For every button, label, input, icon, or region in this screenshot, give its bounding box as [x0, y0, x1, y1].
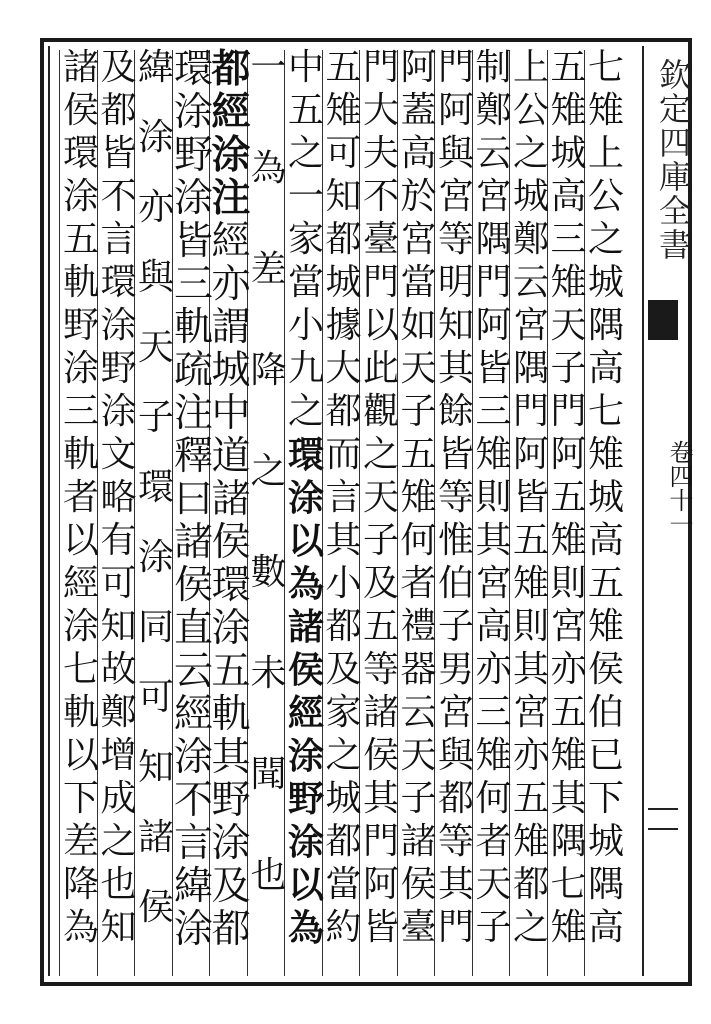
column-rule [59, 50, 60, 976]
text-column: 環 涂 野 涂 皆 三 軌 疏 注 釋 曰 諸 侯 直 云 經 涂 不 言 緯 涂 [173, 47, 213, 952]
text-column: 門 阿 與 宮 等 明 知 其 餘 皆 等 惟 伯 子 男 宮 與 都 等 其 門 [437, 47, 474, 948]
text-column: 諸 侯 環 涂 五 軌 野 涂 三 軌 者 以 經 涂 七 軌 以 下 差 降 為 [62, 47, 99, 948]
text-column: 及 都 皆 不 言 環 涂 野 涂 文 略 有 可 知 故 鄭 增 成 之 也 知 [100, 47, 137, 948]
text-column: 阿 蓋 高 於 宮 當 如 天 子 五 雉 何 者 禮 器 云 天 子 諸 侯 臺 [400, 47, 437, 948]
text-column: 緯 涂 亦 與 天 子 環 涂 同 可 知 諸 侯 [137, 47, 174, 928]
text-column: 一 為 差 降 之 數 未 聞 也 [250, 47, 287, 896]
text-column: 七 雉 上 公 之 城 隅 高 七 雉 城 高 五 雉 侯 伯 已 下 城 隅 高 [587, 47, 624, 948]
lower-fish-tail-mark [648, 808, 678, 830]
book-title: 欽定四庫全書 [654, 58, 692, 262]
text-column: 五 雉 可 知 都 城 據 大 都 而 言 其 小 都 及 家 之 城 都 當 約 [325, 47, 362, 948]
text-column: 制 鄭 云 宮 隅 門 阿 皆 三 雉 則 其 宮 高 亦 三 雉 何 者 天 子 [475, 47, 512, 948]
text-column: 五 雉 城 高 三 雉 天 子 門 阿 五 雉 則 宮 亦 五 雉 其 隅 七 雉 [550, 47, 587, 948]
fish-tail-mark [648, 300, 678, 340]
text-column: 中 五 之 一 家 當 小 九 之 環 涂 以 為 諸 侯 經 涂 野 涂 以 為 [287, 47, 324, 949]
text-column: 門 大 夫 不 臺 門 以 此 觀 之 天 子 及 五 等 諸 侯 其 門 阿 皆 [362, 47, 399, 948]
text-column: 都 經 涂 注 經 亦 謂 城 中 道 諸 侯 環 涂 五 軌 其 野 涂 及 都 [211, 46, 251, 952]
text-column: 上 公 之 城 鄭 云 宮 隅 門 阿 皆 五 雉 則 其 宮 亦 五 雉 都 之 [512, 47, 549, 948]
volume-number: 卷四十一 [665, 440, 693, 536]
